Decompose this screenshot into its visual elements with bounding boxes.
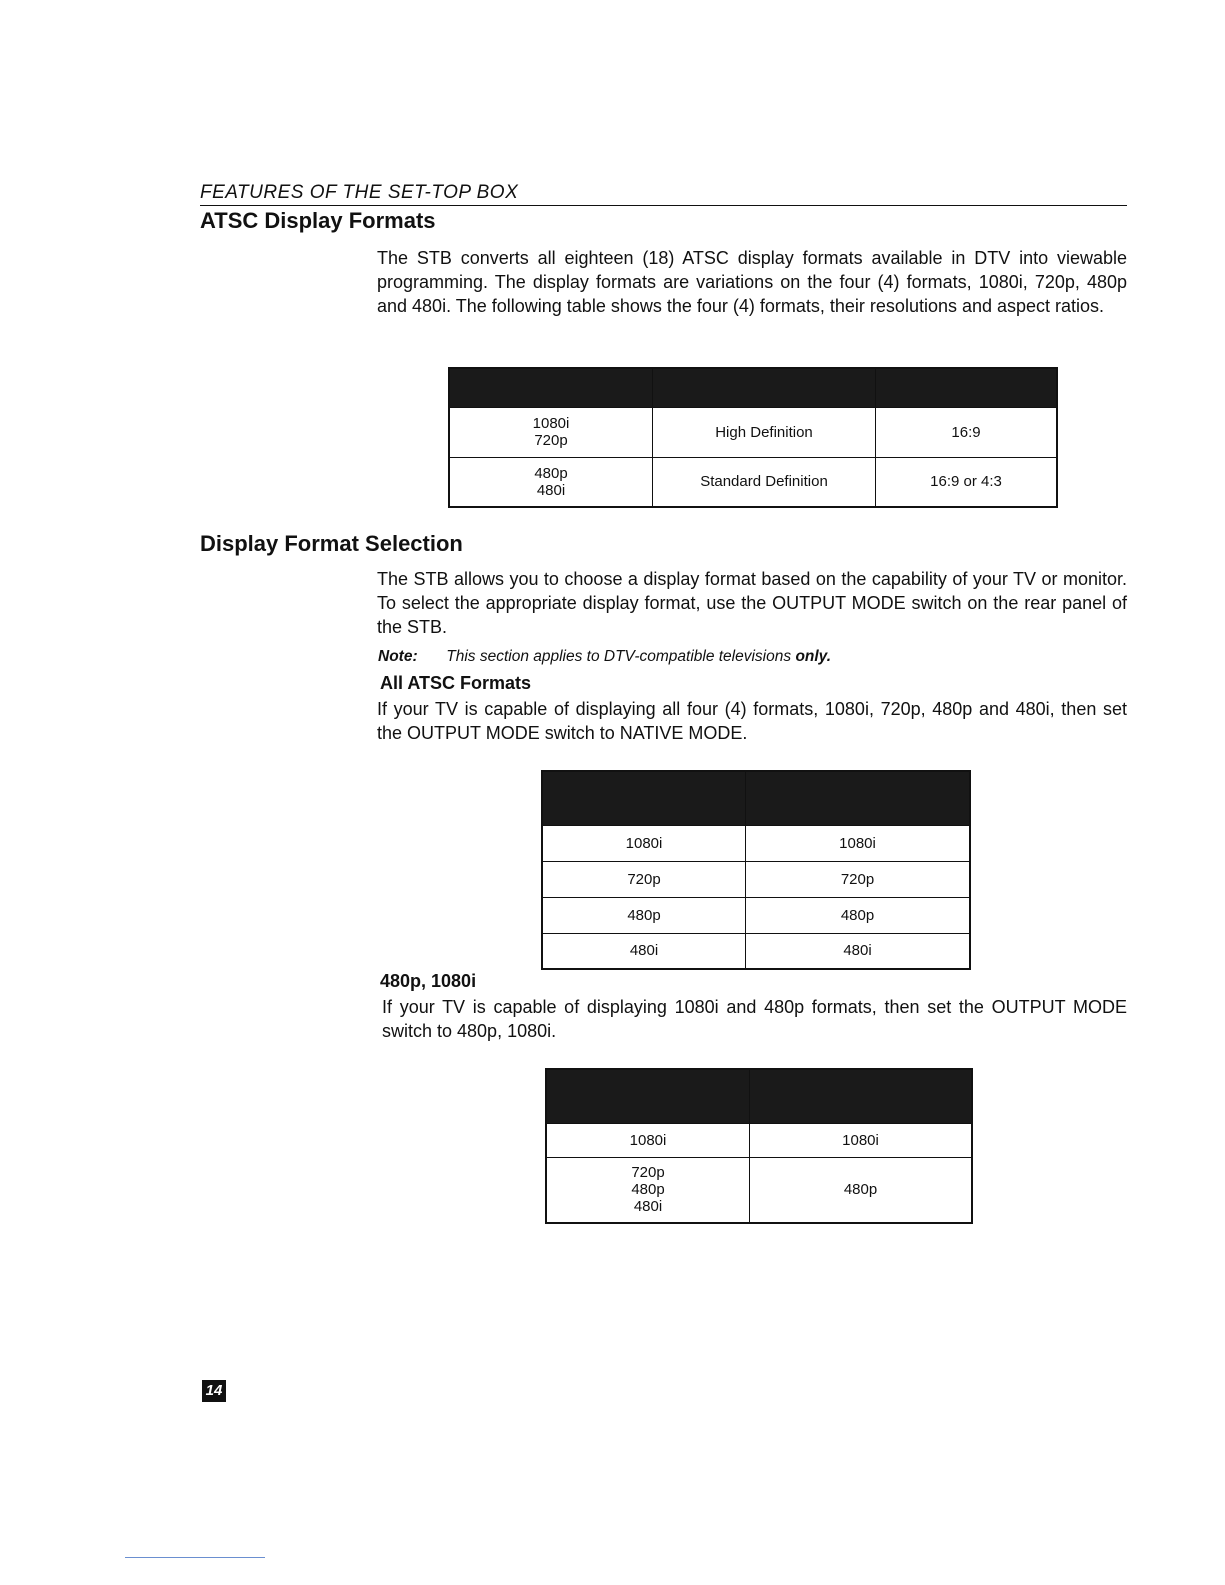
input-cell: 480p (542, 897, 746, 933)
table-row (449, 407, 1057, 457)
resolution-cell: Standard Definition (653, 457, 876, 507)
scan-divider (125, 1557, 265, 1558)
selection-body: The STB allows you to choose a display format based on the capability of your TV or monitor. To select the appropriate display format, use the OUTPUT MODE switch on the rear panel of the STB. (377, 569, 1127, 637)
resolution-cell: High Definition (653, 407, 876, 457)
atsc-format-table (448, 367, 1058, 508)
formats-cell: 1080i 720p (449, 407, 653, 457)
table-header-cell (746, 771, 971, 825)
formats-cell: 480p 480i (449, 457, 653, 507)
output-cell: 480p (750, 1157, 973, 1223)
atsc-title: ATSC Display Formats (200, 208, 436, 233)
table-header-cell (449, 368, 653, 407)
output-cell: 1080i (750, 1123, 973, 1157)
note (378, 648, 1078, 666)
input-cell: 1080i (542, 825, 746, 861)
all-formats-body: If your TV is capable of displaying all four (4) formats, 1080i, 720p, 480p and 480i, then set the OUTPUT MODE switch to NATIVE MODE. (377, 699, 1127, 743)
selection-title: Display Format Selection (200, 531, 463, 556)
table-row (449, 457, 1057, 507)
atsc-body: The STB converts all eighteen (18) ATSC display formats available in DTV into viewable programming. The display formats are variations on the four (4) formats, 1080i, 720p, 480p and 480i. The following table shows the four (4) formats, their resolutions and aspect ratios. (377, 248, 1127, 316)
section-header-text: FEATURES OF THE SET-TOP BOX (200, 182, 519, 203)
p480-1080-title: 480p, 1080i (380, 971, 477, 991)
output-cell: 480i (746, 933, 971, 969)
table-row (542, 933, 970, 969)
aspect-cell: 16:9 (876, 407, 1058, 457)
input-cell: 720p 480p 480i (546, 1157, 750, 1223)
table-header-cell (542, 771, 746, 825)
note-emph: only. (795, 648, 832, 665)
output-cell: 480p (746, 897, 971, 933)
p480-1080-table (545, 1068, 973, 1224)
native-mode-table (541, 770, 971, 970)
output-cell: 720p (746, 861, 971, 897)
page-number: 14 (202, 1380, 226, 1402)
table-row (542, 861, 970, 897)
input-cell: 720p (542, 861, 746, 897)
note-text: This section applies to DTV-compatible televisions (446, 648, 792, 665)
table-header-cell (876, 368, 1058, 407)
table-header-cell (750, 1069, 973, 1123)
input-cell: 480i (542, 933, 746, 969)
all-formats-title: All ATSC Formats (380, 673, 532, 693)
table-row (546, 1157, 972, 1223)
output-cell: 1080i (746, 825, 971, 861)
table-header-cell (653, 368, 876, 407)
note-label: Note: (378, 648, 418, 665)
table-row (542, 825, 970, 861)
input-cell: 1080i (546, 1123, 750, 1157)
table-row (542, 897, 970, 933)
table-header-cell (546, 1069, 750, 1123)
table-row (546, 1123, 972, 1157)
p480-1080-body: If your TV is capable of displaying 1080i and 480p formats, then set the OUTPUT MODE switch to 480p, 1080i. (382, 997, 1127, 1041)
aspect-cell: 16:9 or 4:3 (876, 457, 1058, 507)
section-header (200, 182, 1127, 206)
